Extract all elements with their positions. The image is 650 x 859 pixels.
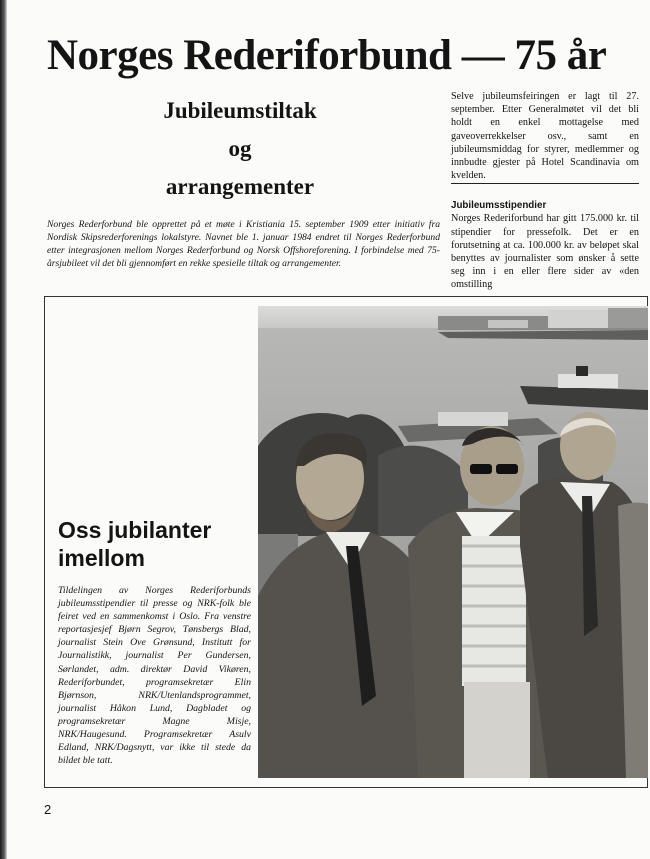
sidebar-title-line: imellom [58, 545, 145, 571]
group-photo [258, 306, 648, 778]
article-subheadline [60, 92, 420, 206]
subhead-line: og [228, 136, 252, 161]
article-headline: Norges Rederiforbund — 75 år [47, 32, 607, 79]
page-number: 2 [44, 802, 52, 817]
body-paragraph: Norges Rederiforbund har gitt 175.000 kr. til stipendier for pressefolk. Det er en forutsetning at ca. 100.000 kr. av beløpet skal benyttes av journalister som ønsker å sette seg inn i en eller flere sider av «den omstilling [451, 213, 639, 291]
sidebar-title [58, 516, 251, 572]
sidebar-title-line: Oss jubilanter [58, 517, 212, 543]
section-heading: Jubileumsstipendier [451, 200, 547, 212]
photo-caption: Tildelingen av Norges Rederiforbunds jubileumsstipendier til presse og NRK-folk ble feiret ved en sammenkomst i Oslo. Fra venstre reportasjesjef Bjørn Segrov, Tønsbergs Blad, journalist Stein Ove Grønsund, Institutt for Journalistikk, journalist Per Gundersen, Sørlandet, adm. direktør David Vikøren, Rederiforbundet, programsekretær Elin Bjørnson, NRK/Utenlandsprogrammet, journalist Håkon Lund, Dagbladet og programsekretær Magne Misje, NRK/Haugesund. Programsekretær Asulv Edland, NRK/Dagsnytt, var ikke til stede da bildet ble tatt. [58, 585, 251, 767]
column-divider [451, 183, 639, 184]
right-column [451, 90, 639, 292]
photo-sidebar [58, 516, 251, 777]
subhead-line: arrangementer [165, 174, 315, 199]
body-paragraph: Selve jubileumsfeiringen er lagt til 27. september. Etter Generalmøtet vil det bli holdt en enkel mottagelse med gaveoverrekkelser osv., samt en jubileumsmiddag for styrer, medlemmer og innbudte gjester på Hotel Scandinavia om kvelden. [451, 91, 639, 182]
article-intro: Norges Rederforbund ble opprettet på et møte i Kristiania 15. september 1909 etter initiativ fra Nordisk Skipsrederforenings lokalstyre. Navnet ble 1. januar 1984 endret til Norges Rederforbund etter integrasjonen mellom Norges Rederforbund og Norsk Offshoreforening. I forbindelse med 75-årsjubileet vil det bli gjennomført en rekke spesielle tiltak og arrangementer. [47, 219, 440, 269]
subhead-line: Jubileumstiltak [163, 98, 317, 123]
binding-edge [0, 0, 7, 859]
